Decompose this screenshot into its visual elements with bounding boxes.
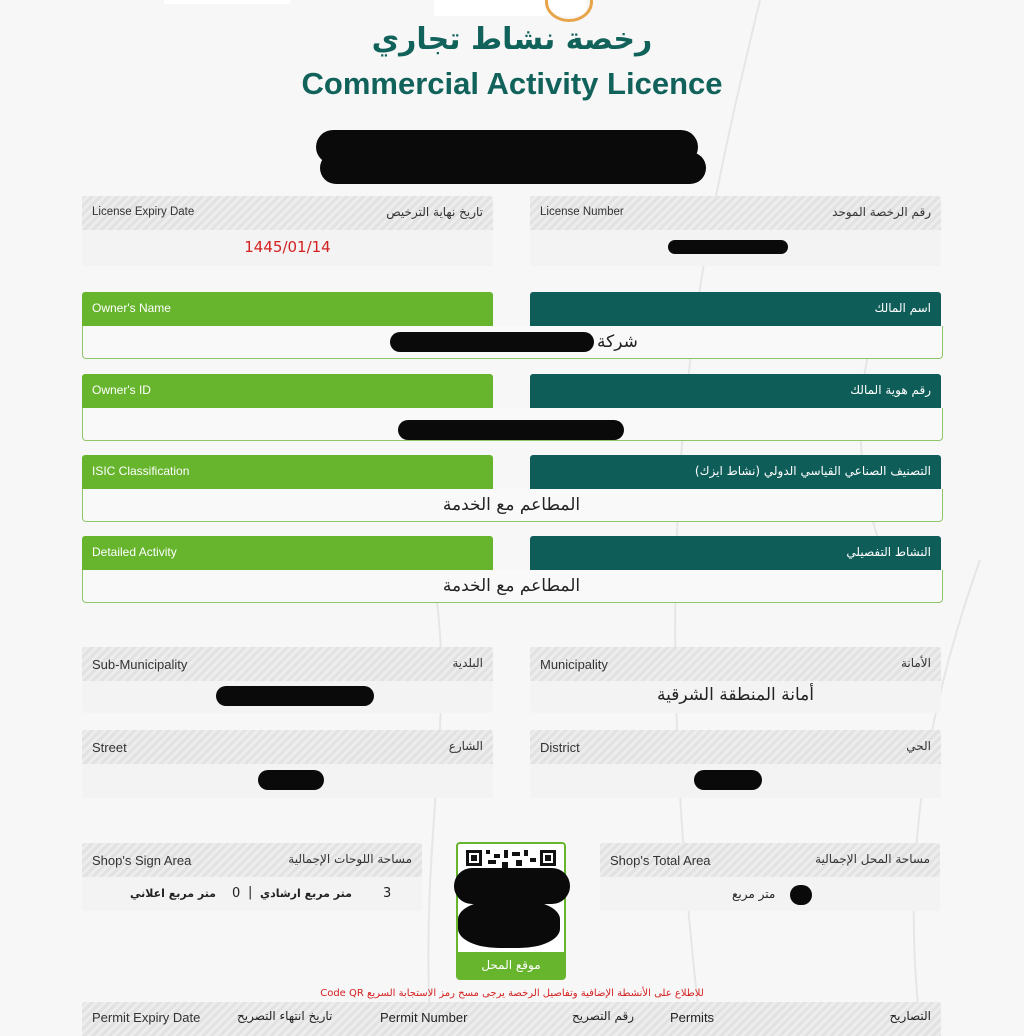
sign-ad-value: 0 (232, 886, 241, 901)
redacted-street (258, 770, 324, 790)
redacted-license-number (668, 240, 788, 254)
redacted-district (694, 770, 762, 790)
municipality-value: أمانة المنطقة الشرقية (656, 685, 814, 705)
owner-name-label-en: Owner's Name (92, 301, 171, 315)
sub-municipality-label-ar: البلدية (452, 656, 483, 670)
license-number-card (530, 196, 941, 266)
isic-row (82, 455, 941, 523)
qr-code-box[interactable] (456, 842, 566, 980)
sub-municipality-card (82, 647, 493, 713)
municipality-card (530, 647, 941, 713)
total-area-card (600, 843, 940, 911)
logo-panel-secondary (164, 0, 290, 4)
sign-guide-unit: متر مربع ارشادي (260, 887, 352, 900)
street-label-en: Street (92, 740, 127, 755)
permit-number-label-en: Permit Number (380, 1010, 468, 1025)
qr-caption: موقع المحل (458, 952, 564, 978)
redacted-establishment-name-line2 (320, 152, 706, 184)
sign-area-label-en: Shop's Sign Area (92, 853, 192, 868)
license-expiry-card (82, 196, 493, 266)
municipality-label-ar: الأمانة (900, 656, 931, 670)
permit-expiry-label-ar: تاريخ انتهاء التصريح (237, 1009, 333, 1023)
district-label-en: District (540, 740, 580, 755)
license-number-label-en: License Number (540, 206, 624, 218)
total-area-label-en: Shop's Total Area (610, 853, 711, 868)
total-area-label-ar: مساحة المحل الإجمالية (815, 852, 930, 866)
isic-label-ar: التصنيف الصناعي القياسي الدولي (نشاط ايزك) (694, 464, 931, 478)
detailed-activity-label-ar: النشاط التفصيلي (846, 545, 931, 559)
redacted-sub-municipality (216, 686, 374, 706)
district-card (530, 730, 941, 798)
license-expiry-value: 1445/01/14 (244, 238, 331, 256)
qr-note: للاطلاع على الأنشطة الإضافية وتفاصيل الرخصة يرجى مسح رمز الاستجابة السريع Code QR (320, 988, 704, 999)
detailed-activity-label-en: Detailed Activity (92, 545, 177, 559)
municipality-label-en: Municipality (540, 657, 608, 672)
street-card (82, 730, 493, 798)
redacted-owner-id (398, 420, 624, 440)
owner-id-row (82, 374, 941, 442)
permit-expiry-label-en: Permit Expiry Date (92, 1010, 201, 1025)
license-expiry-label-ar: تاريخ نهاية الترخيص (386, 205, 483, 219)
sub-municipality-label-en: Sub-Municipality (92, 657, 188, 672)
sign-guide-value: 3 (383, 886, 392, 901)
isic-value: المطاعم مع الخدمة (442, 495, 581, 515)
owner-id-label-en: Owner's ID (92, 383, 151, 397)
sign-area-label-ar: مساحة اللوحات الإجمالية (288, 852, 412, 866)
sign-separator: | (248, 885, 253, 900)
owner-name-row (82, 292, 941, 360)
title-arabic: رخصة نشاط تجاري (371, 22, 653, 57)
permit-number-label-ar: رقم التصريح (572, 1009, 635, 1023)
license-expiry-label-en: License Expiry Date (92, 206, 195, 218)
permits-label-en: Permits (670, 1010, 715, 1025)
redacted-owner-name (390, 332, 594, 352)
title-english: Commercial Activity Licence (301, 66, 723, 101)
permits-header (82, 1002, 941, 1032)
owner-name-value: شركة (597, 332, 638, 352)
isic-label-en: ISIC Classification (92, 464, 190, 478)
owner-name-label-ar: اسم المالك (874, 301, 931, 315)
total-area-unit: متر مربع (732, 887, 776, 901)
district-label-ar: الحي (906, 739, 931, 753)
license-number-label-ar: رقم الرخصة الموحد (832, 205, 931, 219)
redacted-qr-code (454, 868, 570, 904)
street-label-ar: الشارع (448, 739, 483, 753)
permits-label-ar: التصاريح (889, 1009, 931, 1023)
sign-ad-unit: متر مربع اعلاني (130, 887, 216, 900)
sign-area-card (82, 843, 422, 911)
detailed-activity-row (82, 536, 941, 604)
redacted-qr-code-lower (458, 900, 560, 948)
redacted-total-area (790, 885, 812, 905)
detailed-activity-value: المطاعم مع الخدمة (442, 576, 581, 596)
owner-id-label-ar: رقم هوية المالك (850, 383, 931, 397)
